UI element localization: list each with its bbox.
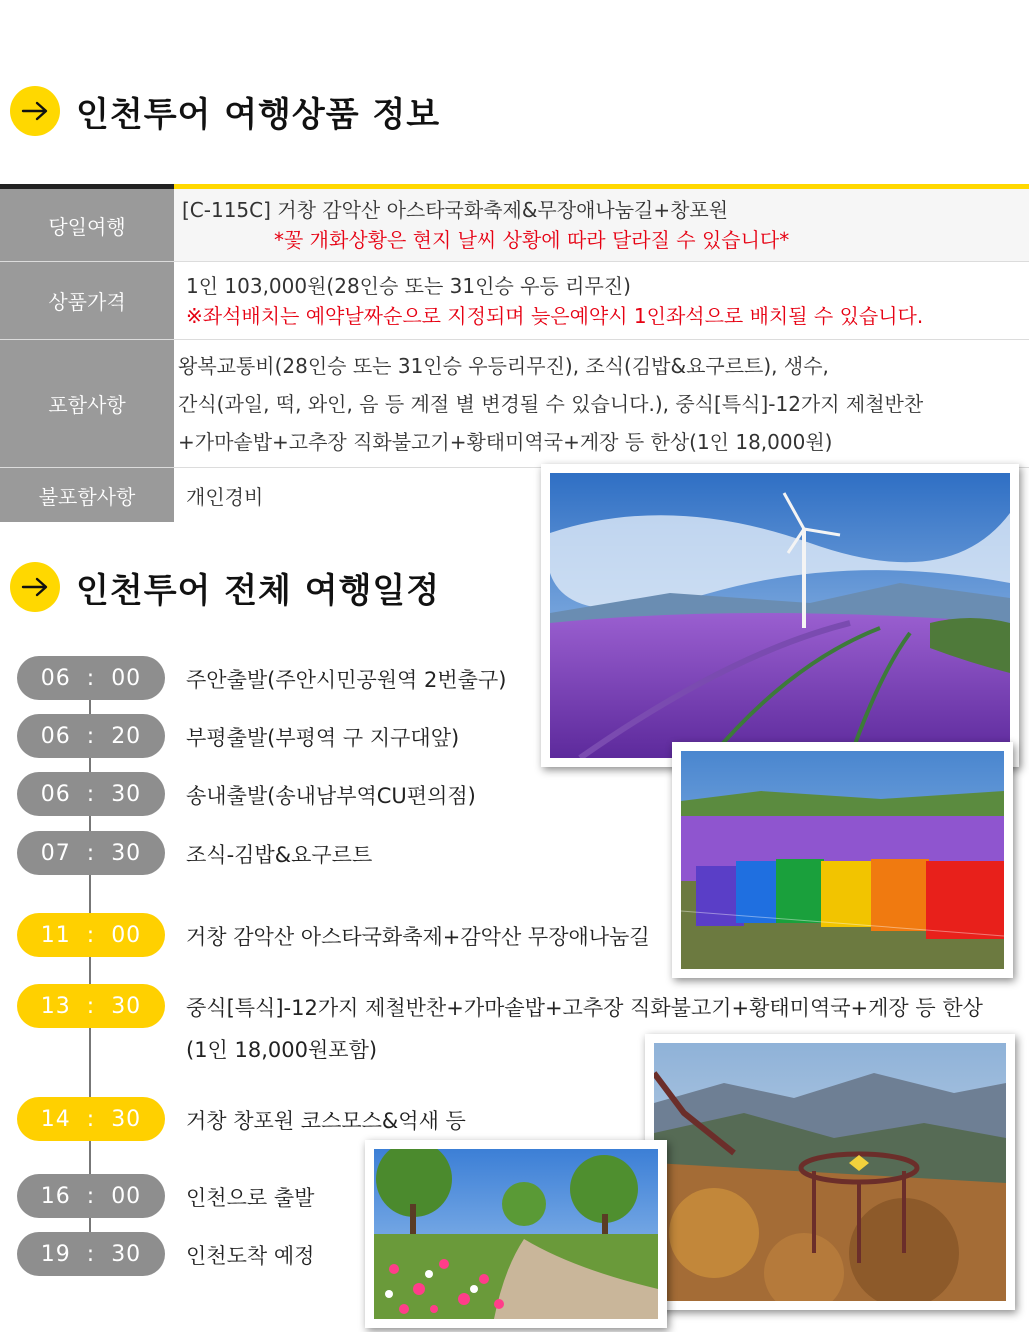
arrow-right-icon [10, 86, 60, 136]
schedule-item: 조식-김밥&요구르트 [186, 843, 373, 867]
schedule-item: 부평출발(부평역 구 지구대앞) [186, 726, 460, 750]
photo-cosmos-path [365, 1140, 667, 1328]
info-label: 불포함사항 [0, 468, 174, 522]
schedule-item: 주안출발(주안시민공원역 2번출구) [186, 668, 507, 692]
info-label: 포함사항 [0, 340, 174, 467]
schedule-item: 인천으로 출발 [186, 1186, 315, 1210]
time-badge-highlight: 11 : 00 [17, 913, 165, 957]
timeline-line [89, 680, 91, 1255]
time-badge-highlight: 13 : 30 [17, 984, 165, 1028]
schedule-item-sub: (1인 18,000원포함) [186, 1038, 378, 1062]
schedule-item: 거창 창포원 코스모스&억새 등 [186, 1109, 466, 1133]
time-badge: 06 : 20 [17, 714, 165, 758]
section-title: 인천투어 여행상품 정보 [76, 94, 441, 135]
arrow-right-icon [10, 562, 60, 612]
info-label: 상품가격 [0, 262, 174, 339]
info-row-price [0, 262, 1029, 340]
photo-skywalk-mountains [645, 1034, 1015, 1310]
section-heading-schedule [10, 562, 440, 612]
info-row-included [0, 340, 1029, 468]
time-badge: 07 : 30 [17, 831, 165, 875]
schedule-item: 인천도착 예정 [186, 1244, 315, 1268]
info-label: 당일여행 [0, 189, 174, 261]
schedule-item: 중식[특식]-12가지 제철반찬+가마솥밥+고추장 직화불고기+황태미역국+게장 등 한상 [186, 996, 983, 1020]
info-value: 1인 103,000원(28인승 또는 31인승 우등 리무진) [186, 273, 631, 298]
photo-rainbow-benches [672, 742, 1013, 978]
info-value: 개인경비 [186, 484, 264, 509]
photo-aster-field-turbine [541, 464, 1019, 767]
time-badge: 16 : 00 [17, 1174, 165, 1218]
time-badge: 19 : 30 [17, 1232, 165, 1276]
info-note: *꽃 개화상황은 현지 날씨 상황에 따라 달라질 수 있습니다* [274, 228, 790, 252]
info-value: [C-115C] 거창 감악산 아스타국화축제&무장애나눔길+창포원 [182, 198, 729, 222]
schedule-item: 거창 감악산 아스타국화축제+감악산 무장애나눔길 [186, 925, 650, 949]
info-note: ※좌석배치는 예약날짜순으로 지정되며 늦은예약시 1인좌석으로 배치될 수 있습니다. [186, 303, 924, 328]
info-value: 간식(과일, 떡, 와인, 음 등 계절 별 변경될 수 있습니다.), 중식[특식]-12가지 제철반찬 [178, 391, 924, 416]
info-value: +가마솥밥+고추장 직화불고기+황태미역국+게장 등 한상(1인 18,000원) [178, 429, 833, 454]
section-heading-product-info [10, 86, 440, 136]
time-badge: 06 : 00 [17, 656, 165, 700]
info-row-trip [0, 189, 1029, 262]
section-title: 인천투어 전체 여행일정 [76, 570, 441, 611]
time-badge-highlight: 14 : 30 [17, 1097, 165, 1141]
info-value: 왕복교통비(28인승 또는 31인승 우등리무진), 조식(김밥&요구르트), 생수, [178, 353, 829, 378]
schedule-item: 송내출발(송내남부역CU편의점) [186, 784, 476, 808]
time-badge: 06 : 30 [17, 772, 165, 816]
